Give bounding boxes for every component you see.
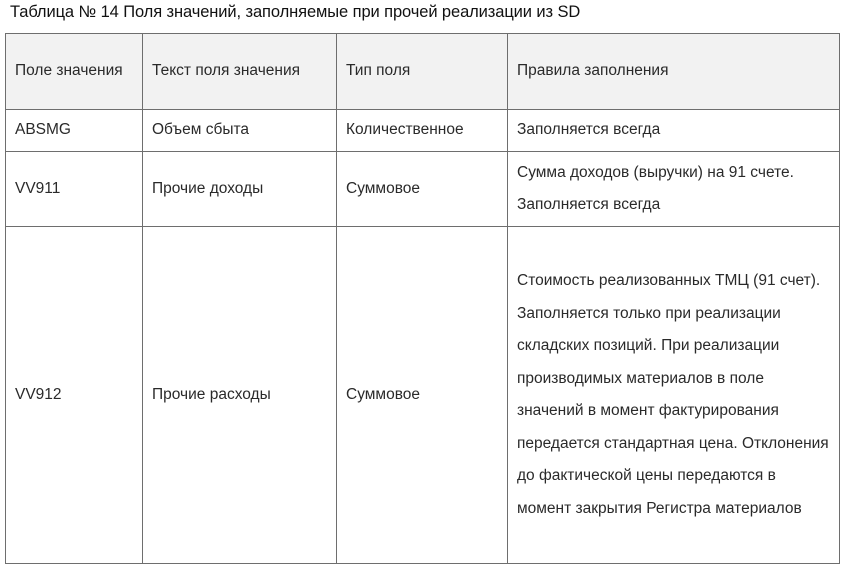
cell-field-text: Объем сбыта — [143, 110, 337, 152]
table-row — [6, 110, 840, 152]
field-values-table — [5, 33, 840, 564]
header-field-text: Текст поля значения — [143, 34, 337, 110]
table-caption: Таблица № 14 Поля значений, заполняемые при прочей реализации из SD — [10, 3, 581, 21]
cell-field-type: Количественное — [337, 110, 508, 152]
cell-field-text: Прочие расходы — [143, 227, 337, 564]
cell-field-type: Суммовое — [337, 227, 508, 564]
table-row — [6, 152, 840, 227]
header-row — [6, 34, 840, 110]
header-field-value: Поле значения — [6, 34, 143, 110]
table-row — [6, 227, 840, 564]
cell-field-value: ABSMG — [6, 110, 143, 152]
cell-fill-rules: Сумма доходов (выручки) на 91 счете. Заполняется всегда — [508, 152, 840, 227]
cell-fill-rules: Заполняется всегда — [508, 110, 840, 152]
cell-field-type: Суммовое — [337, 152, 508, 227]
header-field-type: Тип поля — [337, 34, 508, 110]
cell-field-text: Прочие доходы — [143, 152, 337, 227]
cell-field-value: VV911 — [6, 152, 143, 227]
cell-fill-rules: Стоимость реализованных ТМЦ (91 счет). Заполняется только при реализации складских позиций. При реализации производимых материалов в поле значений в момент фактурирования передается стандартная цена. Отклонения до фактической цены передаются в момент закрытия Регистра материалов — [508, 227, 840, 564]
cell-field-value: VV912 — [6, 227, 143, 564]
header-fill-rules: Правила заполнения — [508, 34, 840, 110]
